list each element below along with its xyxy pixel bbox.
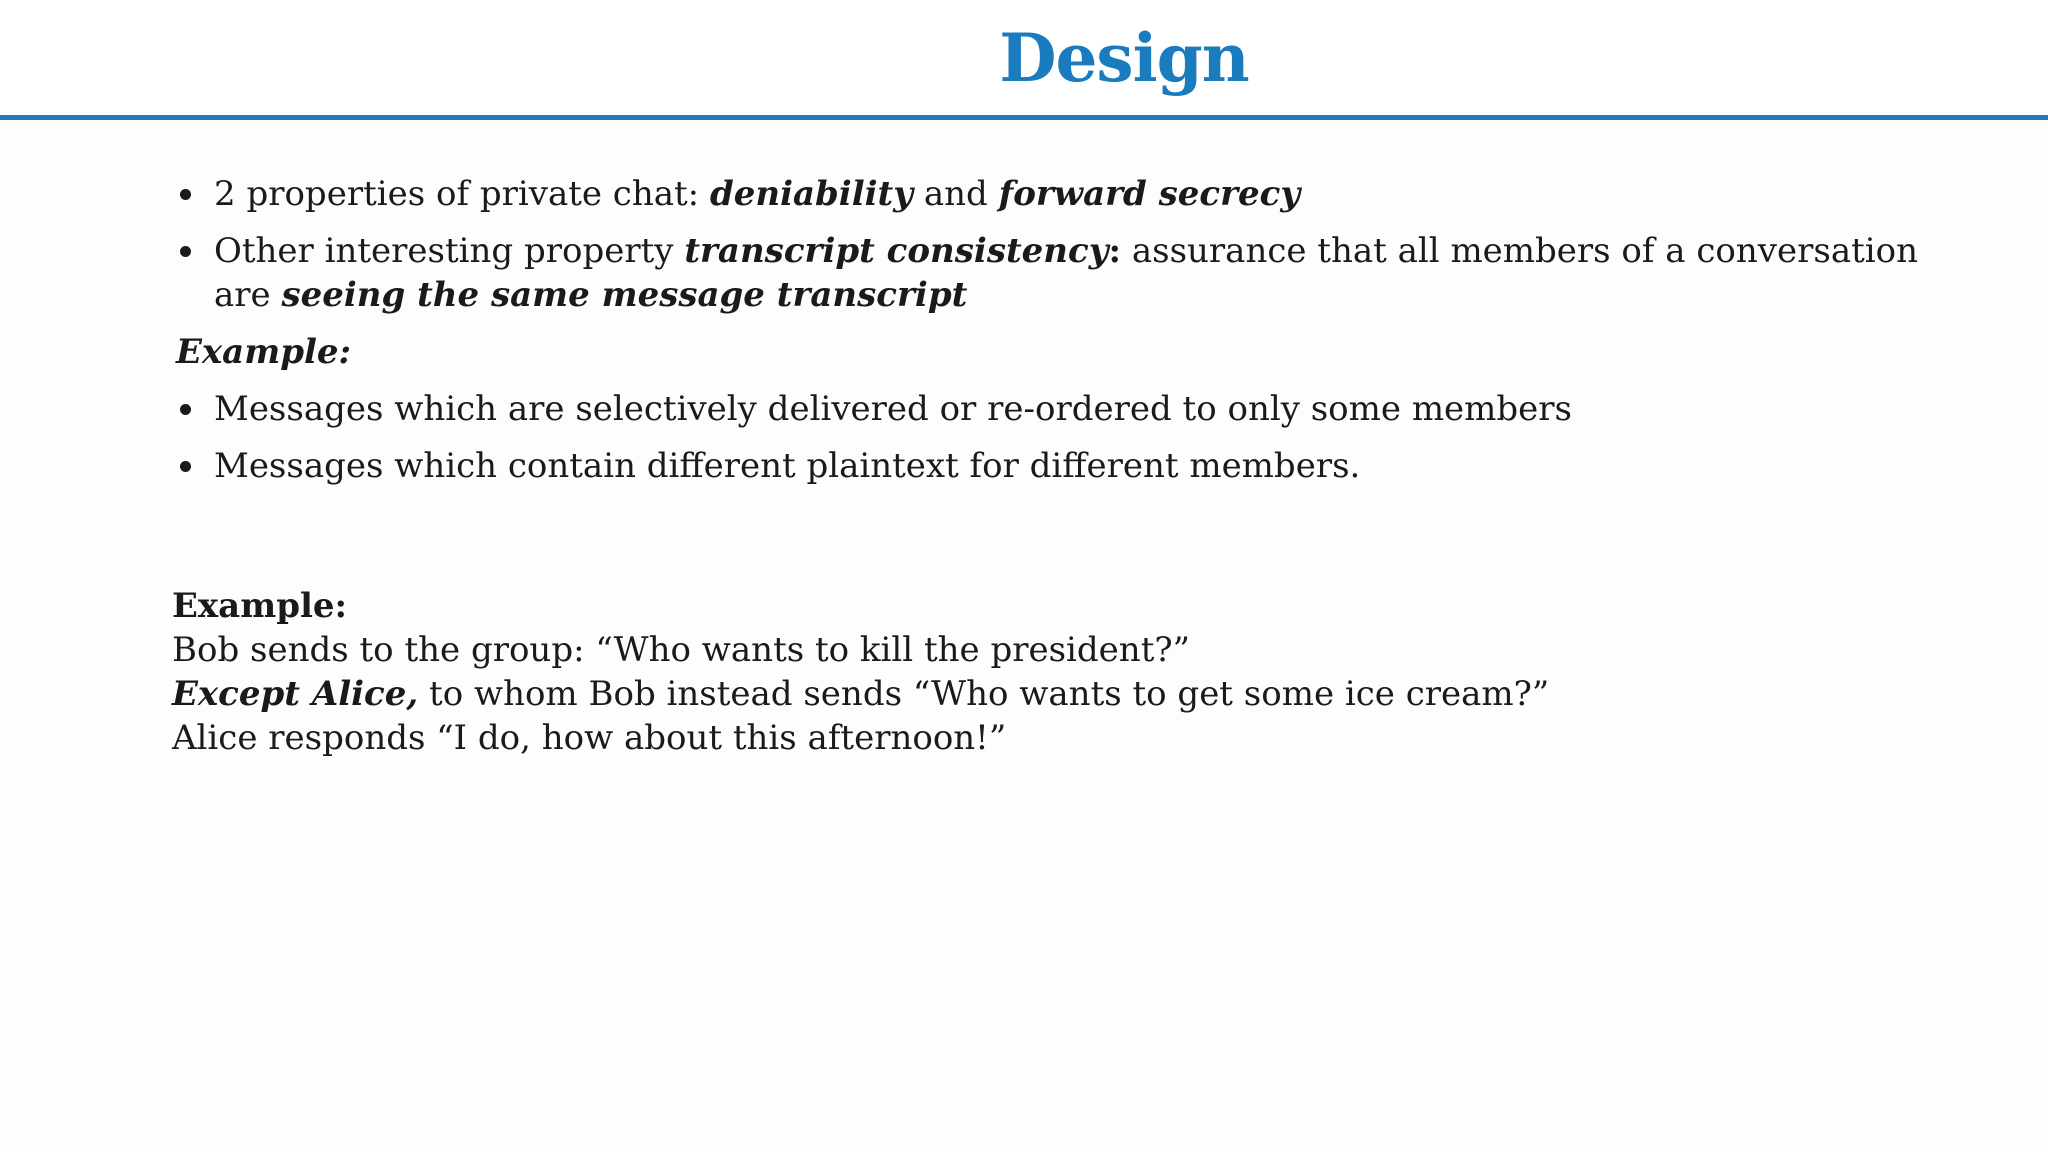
bullet-icon — [180, 461, 191, 472]
emphasis-deniability: deniability — [709, 174, 914, 214]
scenario-line-1: Bob sends to the group: “Who wants to kill the president?” — [172, 630, 1190, 670]
bullet-icon — [180, 404, 191, 415]
bullet-text: and — [913, 174, 999, 214]
bullet-text: assurance that all members of a conversation are — [214, 231, 1918, 315]
scenario-line-2-text: to whom Bob instead sends “Who wants to get some ice cream?” — [418, 674, 1550, 714]
bullet-icon — [180, 246, 191, 257]
example-scenario — [172, 584, 1952, 760]
emphasis-same-transcript: seeing the same message transcript — [281, 275, 968, 315]
properties-list — [172, 172, 1952, 317]
slide-header — [0, 0, 2048, 116]
bullet-text: 2 properties of private chat: — [214, 174, 710, 214]
scenario-label: Example: — [172, 586, 348, 626]
bullet-colon: : — [1108, 231, 1122, 271]
slide-body — [172, 172, 1952, 501]
bullet-icon — [180, 189, 191, 200]
list-item — [172, 387, 1952, 431]
list-item — [172, 444, 1952, 488]
bullet-text: Messages which are selectively delivered or re-ordered to only some members — [214, 389, 1573, 429]
bullet-text: Messages which contain different plaintext for different members. — [214, 446, 1361, 486]
title-divider — [0, 115, 2048, 120]
emphasis-transcript-consistency: transcript consistency — [684, 231, 1109, 271]
example-label: Example: — [176, 332, 352, 372]
emphasis-except-alice: Except Alice, — [172, 674, 419, 714]
bullet-text: Other interesting property — [214, 231, 685, 271]
scenario-line-2 — [172, 672, 1952, 716]
slide-title: Design — [999, 19, 1249, 97]
emphasis-forward-secrecy: forward secrecy — [998, 174, 1301, 214]
list-item — [172, 172, 1952, 216]
scenario-line-3: Alice responds “I do, how about this afternoon!” — [172, 718, 1007, 758]
example-list — [172, 387, 1952, 488]
list-item — [172, 229, 1952, 317]
